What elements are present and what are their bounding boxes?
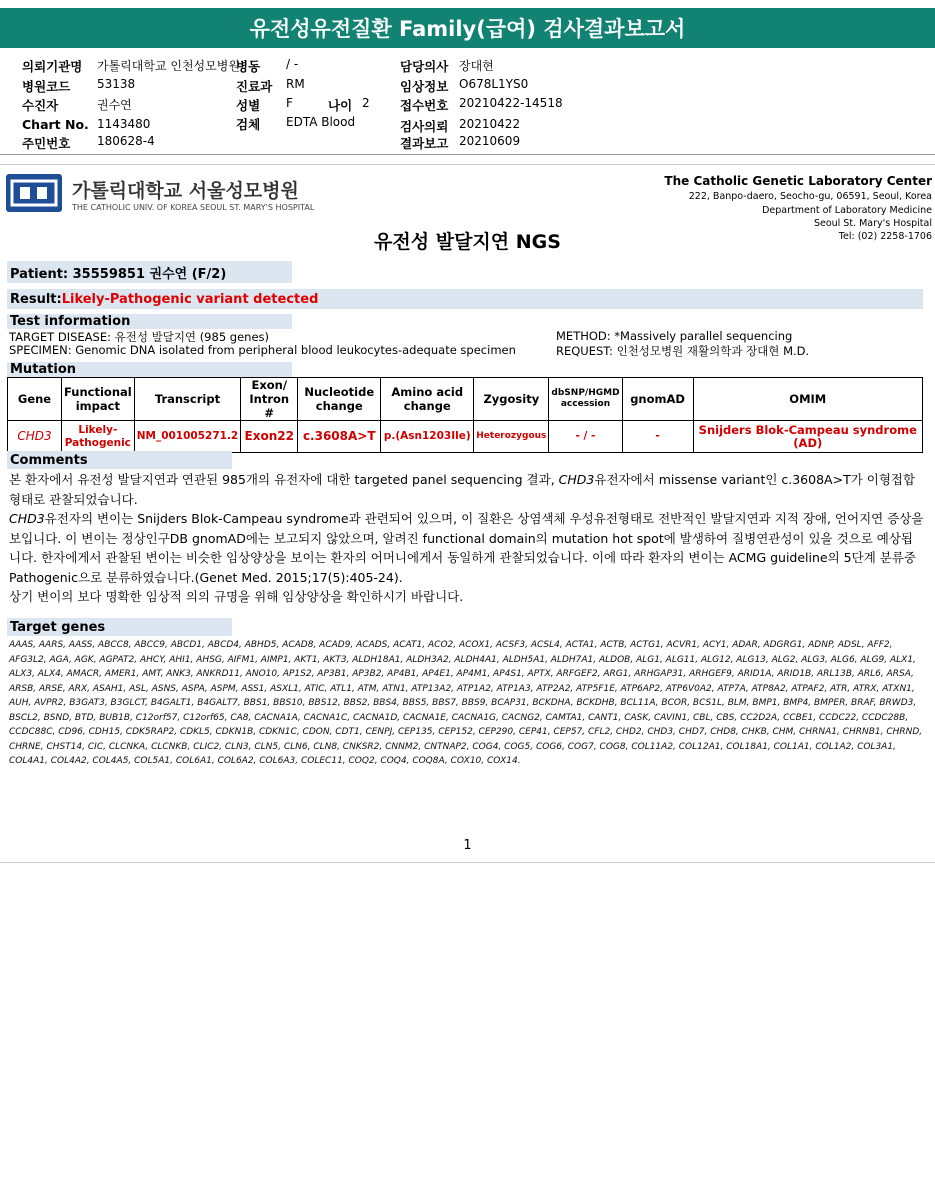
- target-disease: TARGET DISEASE: 유전성 발달지연 (985 genes): [9, 330, 270, 344]
- result-label: Result:: [10, 291, 62, 307]
- resident-value: 180628-4: [97, 134, 155, 148]
- cell-nucleotide: c.3608A>T: [298, 421, 381, 453]
- mutation-table: [7, 377, 923, 453]
- col-amino: Amino acid change: [381, 378, 474, 421]
- test-info-heading-text: Test information: [10, 314, 131, 329]
- clinical-info-label: 임상정보: [400, 79, 449, 94]
- col-exon: Exon/ Intron #: [241, 378, 298, 421]
- examinee-label: 수진자: [22, 98, 59, 113]
- center-address-1: 222, Banpo-daero, Seocho-gu, 06591, Seoul, Korea: [688, 191, 932, 202]
- cell-exon: Exon22: [241, 421, 298, 453]
- clinical-info-value: O678L1YS0: [459, 77, 529, 91]
- hospital-code-label: 병원코드: [22, 79, 71, 94]
- document-title: 유전성 발달지연 NGS: [374, 231, 561, 253]
- comments-heading-text: Comments: [10, 452, 88, 468]
- comment-p1-gene: CHD3: [558, 472, 595, 487]
- comment-p2-gene: CHD3: [9, 511, 45, 526]
- col-dbsnp: dbSNP/HGMD accession: [549, 378, 622, 421]
- hospital-code-value: 53138: [97, 77, 136, 91]
- request-date-value: 20210422: [459, 117, 521, 131]
- report-date-label: 결과보고: [400, 136, 449, 151]
- comments-body: [9, 470, 925, 607]
- cell-dbsnp: - / -: [549, 421, 622, 453]
- center-address-2: Department of Laboratory Medicine: [762, 205, 932, 216]
- target-genes-list: AAAS, AARS, AASS, ABCC8, ABCC9, ABCD1, ABCD4, ABHD5, ACAD8, ACAD9, ACADS, ACAT1, ACO2, ACOX1, ACSF3, ACSL4, ACTA1, ACTB, ACTG1, ACVR1, ACY1, ADAR, ADGRG1, ADNP, ADSL, AFF2, AFG3L2, AGA, AGK, AGPAT2, AHCY, AHI1, AHSG, AIFM1, AIMP1, AKT1, AKT3, ALDH18A1, ALDH3A2, ALDH4A1, ALDH5A1, ALDH7A1, ALDOB, ALG1, ALG11, ALG12, ALG13, ALG2, ALG3, ALG6, ALG9, ALX1, ALX3, ALX4, AMACR, AMER1, AMT, ANK3, ANKRD11, ANO10, AP1S2, AP3B1, AP3B2, AP4B1, AP4E1, AP4M1, AP4S1, APTX, ARFGEF2, ARG1, ARHGAP31, ARHGEF9, ARID1A, ARID1B, ARL13B, ARL6, ARSA, ARSB, ARSE, ARX, ASAH1, ASL, ASNS, ASPA, ASPM, ASS1, ASXL1, ATIC, ATL1, ATM, ATN1, ATP13A2, ATP1A2, ATP1A3, ATP2A2, ATP5F1E, ATP6AP2, ATP6V0A2, ATP7A, ATP8A2, ATPAF2, ATR, ATRX, ATXN1, AUH, AVPR2, B3GAT3, B3GLCT, B4GALT1, B4GALT7, BBS1, BBS10, BBS12, BBS2, BBS4, BBS5, BBS7, BBS9, BCAP31, BCKDHA, BCKDHB, BCL11A, BCOR, BCS1L, BLM, BMP1, BMP4, BMPER, BRAF, BRWD3, BSCL2, BSND, BTD, BUB1B, C12orf57, C12orf65, CA8, CACNA1A, CACNA1C, CACNA1D, CACNA1E, CACNA1G, CACNG2, CAMTA1, CANT1, CASK, CAVIN1, CBL, CBS, CC2D2A, CCBE1, CCDC22, CCDC28B, CCDC88C, CD96, CDH15, CDK5RAP2, CDKL5, CDKN1B, CDKN1C, CDON, CDT1, CENPJ, CEP135, CEP152, CEP290, CEP41, CEP57, CFL2, CHD2, CHD3, CHD7, CHD8, CHKB, CHM, CHRNA1, CHRNB1, CHRND, CHRNE, CHST14, CIC, CLCNKA, CLCNKB, CLIC2, CLN3, CLN5, CLN6, CLN8, CNKSR2, CNNM2, CNTNAP2, COG4, COG5, COG6, COG7, COG8, COL11A2, COL12A1, COL18A1, COL1A1, COL1A2, COL3A1, COL4A1, COL4A2, COL4A5, COL5A1, COL6A1, COL6A2, COL6A3, COLEC11, COQ2, COQ4, COQ8A, COX10, COX14.: [9, 640, 923, 766]
- sex-label: 성별: [236, 98, 261, 113]
- col-zygosity: Zygosity: [474, 378, 549, 421]
- patient-bar: [7, 261, 292, 283]
- dept-value: RM: [286, 77, 305, 91]
- divider-top: [0, 154, 935, 155]
- result-value: Likely-Pathogenic variant detected: [61, 291, 319, 307]
- col-nucleotide: Nucleotide change: [298, 378, 381, 421]
- resident-label: 주민번호: [22, 136, 71, 151]
- page-number: 1: [463, 838, 472, 853]
- hospital-logo-icon: [6, 174, 62, 212]
- hospital-name-en: THE CATHOLIC UNIV. OF KOREA SEOUL ST. MARY'S HOSPITAL: [72, 203, 315, 212]
- method-text: METHOD: *Massively parallel sequencing: [556, 329, 793, 343]
- divider-top-2: [0, 164, 935, 165]
- mutation-header-row: [8, 378, 923, 421]
- comment-paragraph-1: [9, 470, 925, 509]
- cell-omim: Snijders Blok-Campeau syndrome (AD): [693, 421, 922, 453]
- col-gnomad: gnomAD: [622, 378, 693, 421]
- col-transcript: Transcript: [134, 378, 241, 421]
- report-date-value: 20210609: [459, 134, 521, 148]
- cell-amino: p.(Asn1203Ile): [381, 421, 474, 453]
- institution-value: 가톨릭대학교 인천성모병원: [97, 59, 240, 73]
- report-title: 유전성유전질환 Family(급여) 검사결과보고서: [0, 8, 935, 48]
- center-name: The Catholic Genetic Laboratory Center: [664, 174, 932, 188]
- cell-gnomad: -: [622, 421, 693, 453]
- patient-text: Patient: 35559851 권수연 (F/2): [10, 266, 227, 282]
- mutation-heading-text: Mutation: [10, 362, 77, 377]
- cell-impact: Likely-Pathogenic: [62, 421, 135, 453]
- result-bar: [7, 289, 923, 309]
- comment-paragraph-3: 상기 변이의 보다 명확한 임상적 의의 규명을 위해 임상양상을 확인하시기 바랍니다.: [9, 589, 464, 604]
- comment-p1-pre: 본 환자에서 유전성 발달지연과 연관된 985개의 유전자에 대한 targeted panel sequencing 결과,: [9, 472, 559, 487]
- chart-label: Chart No.: [22, 117, 89, 132]
- receipt-no-value: 20210422-14518: [459, 96, 563, 110]
- hospital-name-kr: 가톨릭대학교 서울성모병원: [72, 180, 299, 202]
- age-value: 2: [362, 96, 370, 110]
- request-date-label: 검사의뢰: [400, 119, 449, 134]
- request-text: REQUEST: 인천성모병원 재활의학과 장대현 M.D.: [556, 344, 810, 358]
- cell-transcript: NM_001005271.2: [134, 421, 241, 453]
- comments-heading: [7, 451, 232, 469]
- test-info-heading: [7, 314, 292, 329]
- center-tel: Tel: (02) 2258-1706: [838, 231, 932, 242]
- ward-value: / -: [286, 57, 299, 71]
- specimen-value: EDTA Blood: [286, 115, 356, 129]
- ward-label: 병동: [236, 59, 261, 74]
- specimen-text: SPECIMEN: Genomic DNA isolated from peripheral blood leukocytes-adequate specimen: [9, 343, 516, 357]
- institution-label: 의뢰기관명: [22, 59, 83, 74]
- target-genes-heading: [7, 618, 232, 636]
- col-impact: Functional impact: [62, 378, 135, 421]
- age-label: 나이: [328, 98, 353, 113]
- col-omim: OMIM: [693, 378, 922, 421]
- comment-p1-post: 유전자에서 missense variant인 c.3608A>T가 이형접합형태로 관찰되었습니다.: [9, 472, 916, 507]
- receipt-no-label: 접수번호: [400, 98, 449, 113]
- mutation-row: [8, 421, 923, 453]
- comment-paragraph-2: [9, 509, 925, 587]
- mutation-heading: [7, 362, 292, 377]
- physician-label: 담당의사: [400, 59, 449, 74]
- col-gene: Gene: [8, 378, 62, 421]
- chart-value: 1143480: [97, 117, 151, 131]
- examinee-value: 권수연: [97, 98, 132, 112]
- physician-value: 장대현: [459, 59, 494, 73]
- cell-gene: CHD3: [8, 421, 62, 453]
- divider-bottom: [0, 862, 935, 863]
- sex-value: F: [286, 96, 293, 110]
- cell-zygosity: Heterozygous: [474, 421, 549, 453]
- specimen-label: 검체: [236, 117, 261, 132]
- dept-label: 진료과: [236, 79, 273, 94]
- center-address-3: Seoul St. Mary's Hospital: [813, 218, 932, 229]
- comment-p2-post: 유전자의 변이는 Snijders Blok-Campeau syndrome과 관련되어 있으며, 이 질환은 상염색체 우성유전형태로 전반적인 발달지연과 지적 장애, 언어지연 증상을 보입니다. 이 변이는 정상인구DB gnomAD에는 보고되지 않았으며, 알려진 functional domain의 mutation hot spot에 발생하여 질병연관성이 있을 것으로 예상됩니다. 한자에게서 관찰된 변이는 비슷한 임상양상을 보이는 환자의 어머니에게서 동일하게 관찰되었습니다. 이에 따라 환자의 변이는 ACMG guideline의 5단계 분류중 Pathogenic으로 분류하였습니다.(Genet Med. 2015;17(5):405-24).: [9, 511, 924, 585]
- target-genes-heading-text: Target genes: [10, 619, 106, 635]
